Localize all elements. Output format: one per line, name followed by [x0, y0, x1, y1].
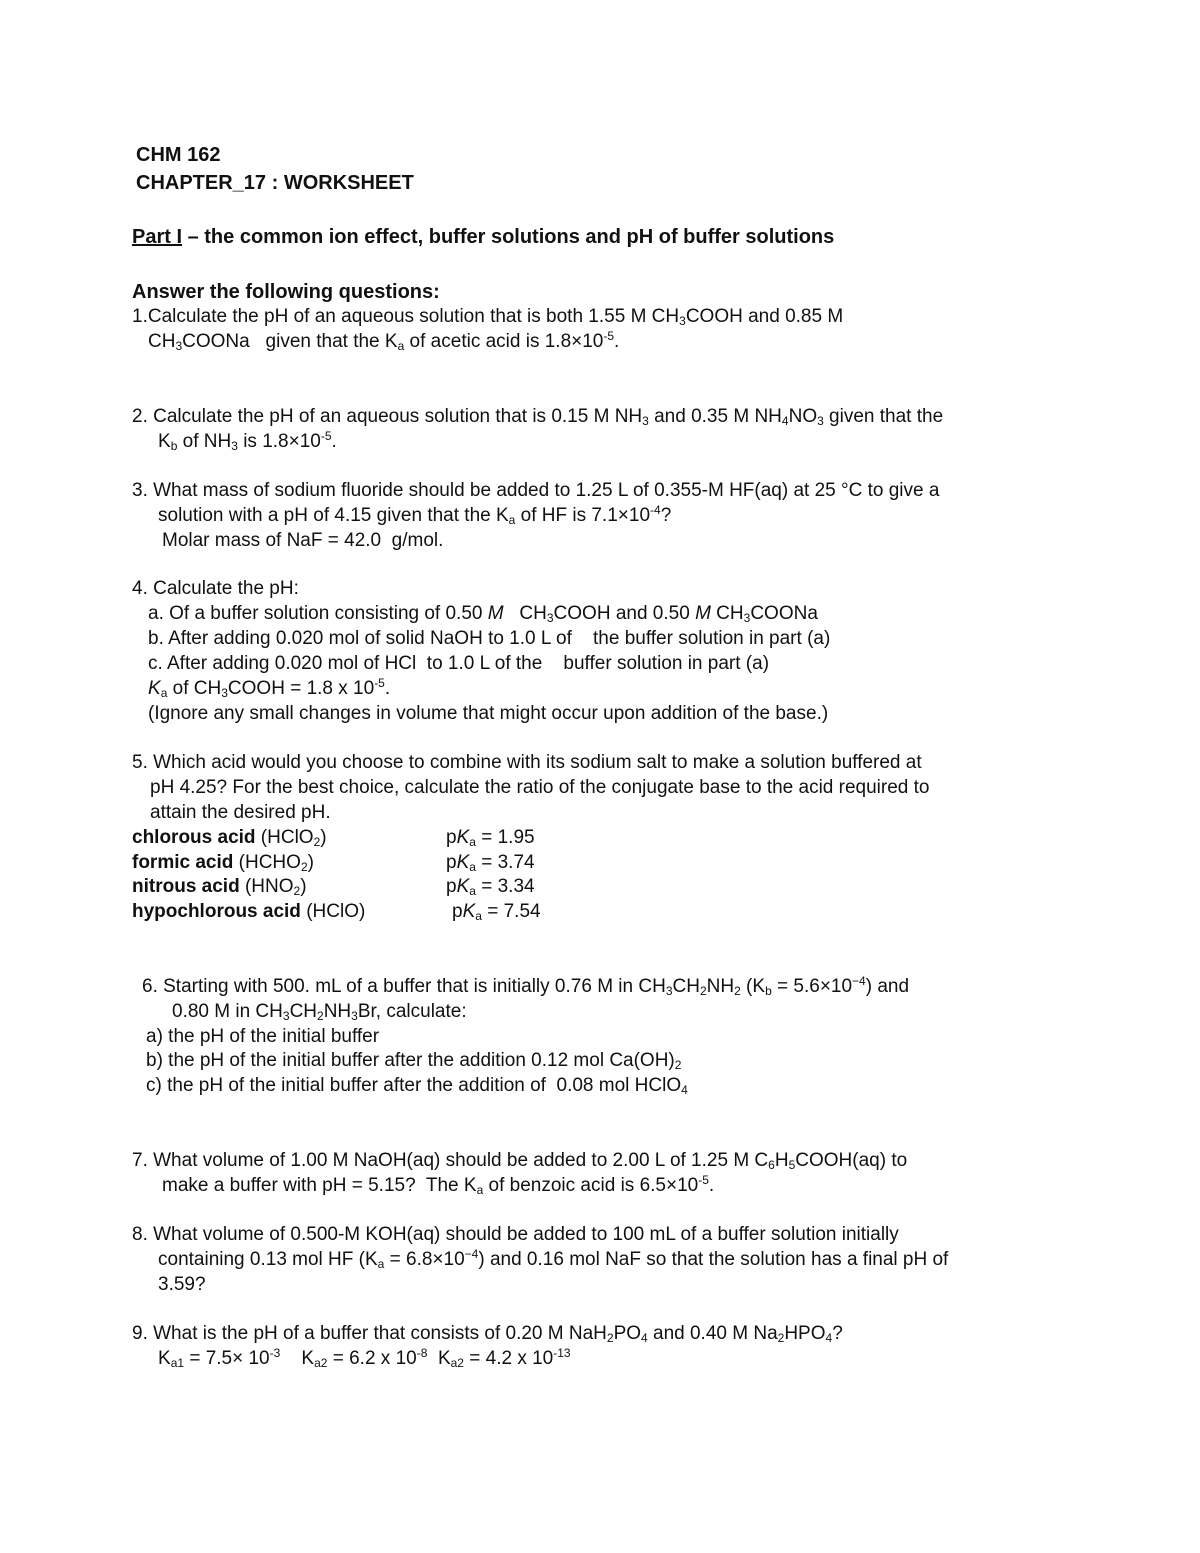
question-1-line-1: 1.Calculate the pH of an aqueous solution that is both 1.55 M $CH_3COOH$ and 0.85 M: [132, 306, 844, 328]
question-1-line-2: $CH_3COONa$ given that the $K_a$ of acetic acid is $1.8\times 10^{-5}$.: [148, 329, 620, 353]
question-4-line-1: 4. Calculate the pH:: [132, 578, 299, 599]
question-6-line-1: 6. Starting with 500. mL of a buffer that is initially 0.76 M in $CH_3CH_2NH_2$ $(K_b = 5.6\times 10^{-4})$ and: [142, 974, 910, 998]
acid-row-hypochlorous: hypochlorous acid (HClO): [132, 901, 366, 922]
pka-chlorous: $pK_a = 1.95$: [446, 827, 535, 849]
question-4-ka: $K_a$ of $CH_3COOH = 1.8$ x $10^{-5}$.: [148, 676, 391, 700]
question-2-line-1: 2. Calculate the pH of an aqueous solution that is 0.15 M $NH_3$ and 0.35 M $NH_4NO_3$ given that the: [132, 406, 944, 428]
part-title: – the common ion effect, buffer solutions and pH of buffer solutions: [182, 226, 835, 248]
question-5-line-1: 5. Which acid would you choose to combine with its sodium salt to make a solution buffered at: [132, 752, 922, 773]
question-7-line-1: 7. What volume of 1.00 M NaOH(aq) should be added to 2.00 L of 1.25 M $C_6H_5COOH(aq)$ to: [132, 1150, 908, 1172]
question-8-line-1: 8. What volume of 0.500-M KOH(aq) should be added to 100 mL of a buffer solution initially: [132, 1224, 899, 1245]
question-6-part-c: c) the pH of the initial buffer after the addition of 0.08 mol HClO$_4$: [146, 1075, 688, 1097]
acid-row-chlorous: chlorous acid (HClO$_2$): [132, 827, 327, 849]
pka-nitrous: $pK_a = 3.34$: [446, 876, 535, 898]
question-6-part-b: b) the pH of the initial buffer after the addition 0.12 mol $Ca(OH)_2$: [146, 1050, 682, 1072]
question-3-line-2: solution with a pH of 4.15 given that the $K_a$ of HF is $7.1\times 10^{-4}$?: [158, 503, 672, 527]
pka-formic: $pK_a = 3.74$: [446, 852, 535, 874]
acid-row-formic: formic acid $(HCHO_2)$: [132, 852, 314, 874]
question-4-part-b: b. After adding 0.020 mol of solid NaOH to 1.0 L of the buffer solution in part (a): [148, 628, 831, 649]
acid-row-nitrous: nitrous acid $(HNO_2)$: [132, 876, 307, 898]
question-9-constants: $K_{a1} = 7.5\times 10^{-3}$ $K_{a2} = 6.2$ x $10^{-8}$ $K_{a2} = 4.2$ x $10^{-13}$: [158, 1346, 571, 1370]
question-5-line-2: pH 4.25? For the best choice, calculate the ratio of the conjugate base to the acid required to: [150, 777, 930, 798]
instruction: Answer the following questions:: [132, 281, 440, 303]
question-6-line-2: 0.80 M in $CH_3CH_2NH_3Br$, calculate:: [172, 1001, 467, 1023]
chapter-title: CHAPTER_17 : WORKSHEET: [136, 172, 414, 194]
pka-hypochlorous: $pK_a = 7.54$: [452, 901, 541, 923]
question-4-part-c: c. After adding 0.020 mol of HCl to 1.0 L of the buffer solution in part (a): [148, 653, 770, 674]
question-3-line-1: 3. What mass of sodium fluoride should be added to 1.25 L of 0.355-M HF(aq) at 25 °C to give a: [132, 480, 940, 501]
part-label: Part I: [132, 226, 183, 248]
question-8-line-3: 3.59?: [158, 1274, 206, 1295]
question-9-line-1: 9. What is the pH of a buffer that consists of 0.20 M $NaH_2PO_4$ and 0.40 M $Na_2HPO_4$?: [132, 1323, 843, 1345]
question-6-part-a: a) the pH of the initial buffer: [146, 1026, 380, 1047]
part-heading: [132, 225, 834, 249]
question-8-line-2: containing 0.13 mol HF $(K_a = 6.8\times 10^{-4})$ and 0.16 mol NaF so that the solution has a final pH of: [158, 1247, 949, 1271]
question-2-line-2: $K_b$ of $NH_3$ is $1.8\times 10^{-5}$.: [158, 429, 337, 453]
course-code: CHM 162: [136, 144, 221, 166]
question-5-line-3: attain the desired pH.: [150, 802, 331, 823]
question-4-note: (Ignore any small changes in volume that might occur upon addition of the base.): [148, 703, 829, 724]
question-7-line-2: make a buffer with pH = 5.15? The $K_a$ of benzoic acid is $6.5\times 10^{-5}$.: [162, 1173, 715, 1197]
question-4-part-a: a. Of a buffer solution consisting of 0.50 M $CH_3COOH$ and 0.50 M $CH_3COONa$: [148, 603, 818, 625]
question-3-line-3: Molar mass of NaF = 42.0 g/mol.: [162, 530, 444, 551]
